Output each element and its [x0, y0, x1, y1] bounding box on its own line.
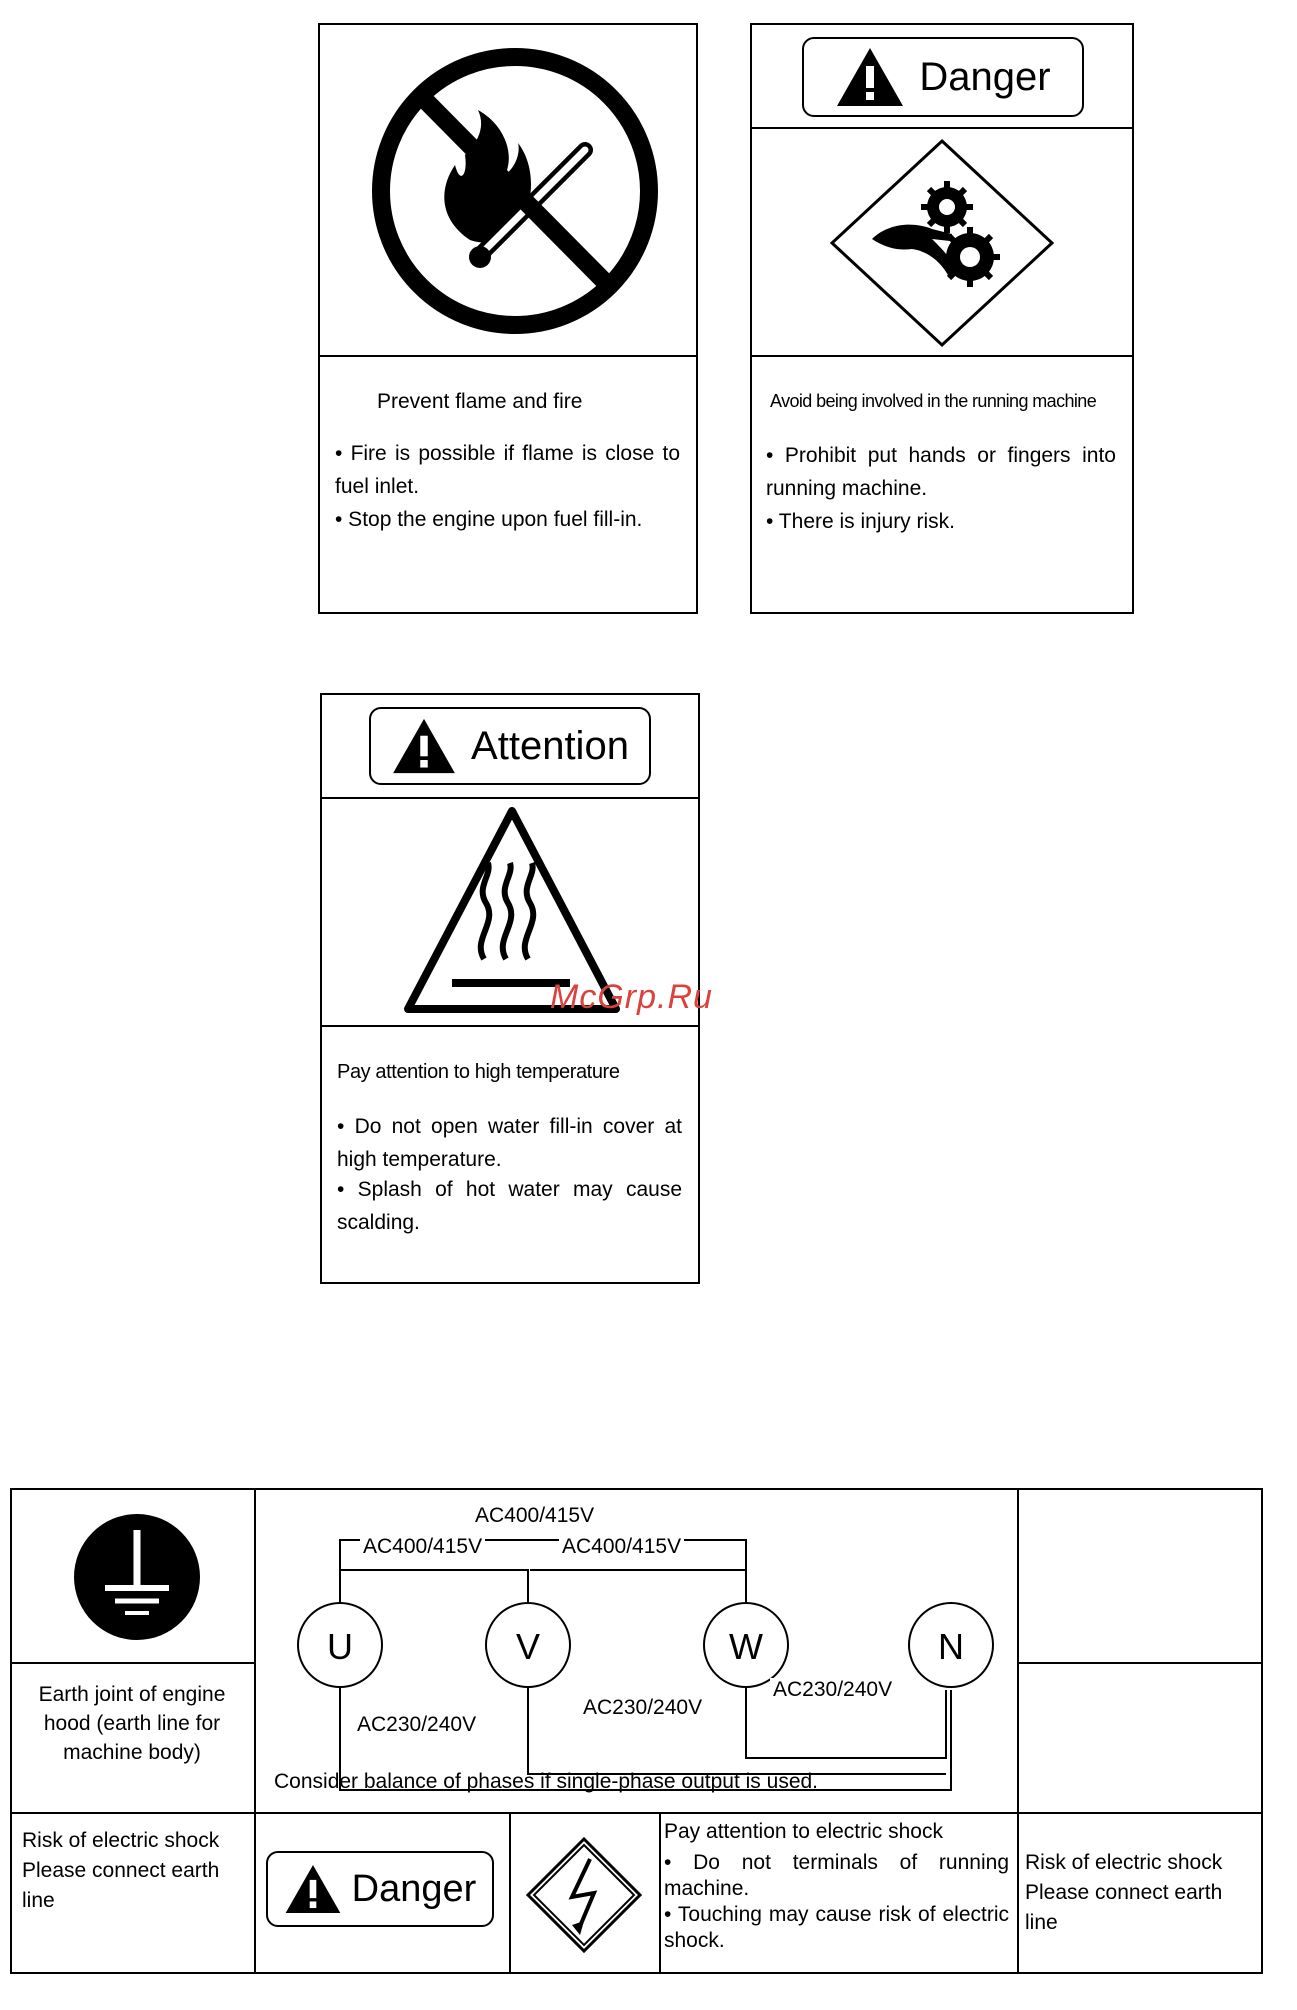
high-voltage-icon [524, 1835, 644, 1955]
fire-warning-label [318, 23, 698, 614]
attention-badge-text: Attention [471, 723, 629, 768]
no-open-flame-icon [320, 25, 696, 355]
watermark-text: McGrp.Ru [550, 978, 713, 1016]
panel-danger-badge [266, 1851, 494, 1927]
attention-badge [369, 707, 651, 785]
warning-triangle-icon [835, 46, 905, 108]
danger-label-title: Avoid being involved in the running machine [770, 391, 1097, 411]
earth-ground-icon [67, 1512, 207, 1642]
machinery-danger-label [750, 23, 1134, 614]
risk-electric-shock-right: Risk of electric shock Please connect earth line [1025, 1851, 1223, 1934]
voltage-label-un: AC230/240V [354, 1713, 479, 1737]
hand-entanglement-icon [752, 129, 1132, 355]
phase-balance-note: Consider balance of phases if single-phase output is used. [274, 1770, 819, 1793]
voltage-label-uv: AC400/415V [360, 1535, 485, 1559]
fire-label-line2: • Stop the engine upon fuel fill-in. [335, 508, 643, 531]
attention-label-line1: • Do not open water fill-in cover at high temperature. [337, 1115, 682, 1171]
shock-line1: • Do not terminals of running machine. [664, 1851, 1009, 1900]
voltage-label-wn: AC230/240V [770, 1678, 895, 1702]
attention-label-title: Pay attention to high temperature [337, 1061, 620, 1083]
panel-danger-badge-text: Danger [351, 1867, 477, 1910]
terminal-w: W [729, 1626, 763, 1667]
attention-label-line2: • Splash of hot water may cause scalding. [337, 1178, 682, 1234]
danger-label-line1: • Prohibit put hands or fingers into running machine. [766, 444, 1116, 500]
fire-label-line1: • Fire is possible if flame is close to fuel inlet. [335, 442, 680, 498]
terminal-u: U [327, 1626, 353, 1667]
shock-title: Pay attention to electric shock [664, 1820, 943, 1843]
terminal-n: N [938, 1626, 964, 1667]
danger-badge-text: Danger [919, 54, 1051, 99]
fire-label-title: Prevent flame and fire [377, 390, 583, 413]
warning-triangle-icon [284, 1863, 342, 1915]
danger-badge [802, 37, 1084, 117]
warning-triangle-icon [391, 717, 457, 775]
voltage-label-vw: AC400/415V [559, 1535, 684, 1559]
voltage-label-vn: AC230/240V [580, 1696, 705, 1720]
voltage-label-top: AC400/415V [472, 1504, 597, 1528]
danger-label-line2: • There is injury risk. [766, 510, 956, 533]
terminal-v: V [515, 1626, 540, 1667]
earth-joint-caption: Earth joint of engine hood (earth line for machine body) [38, 1683, 226, 1764]
electrical-panel-label [10, 1488, 1263, 1974]
shock-line2: • Touching may cause risk of electric shock. [664, 1903, 1009, 1952]
risk-electric-shock-left: Risk of electric shock Please connect earth line [22, 1829, 220, 1912]
